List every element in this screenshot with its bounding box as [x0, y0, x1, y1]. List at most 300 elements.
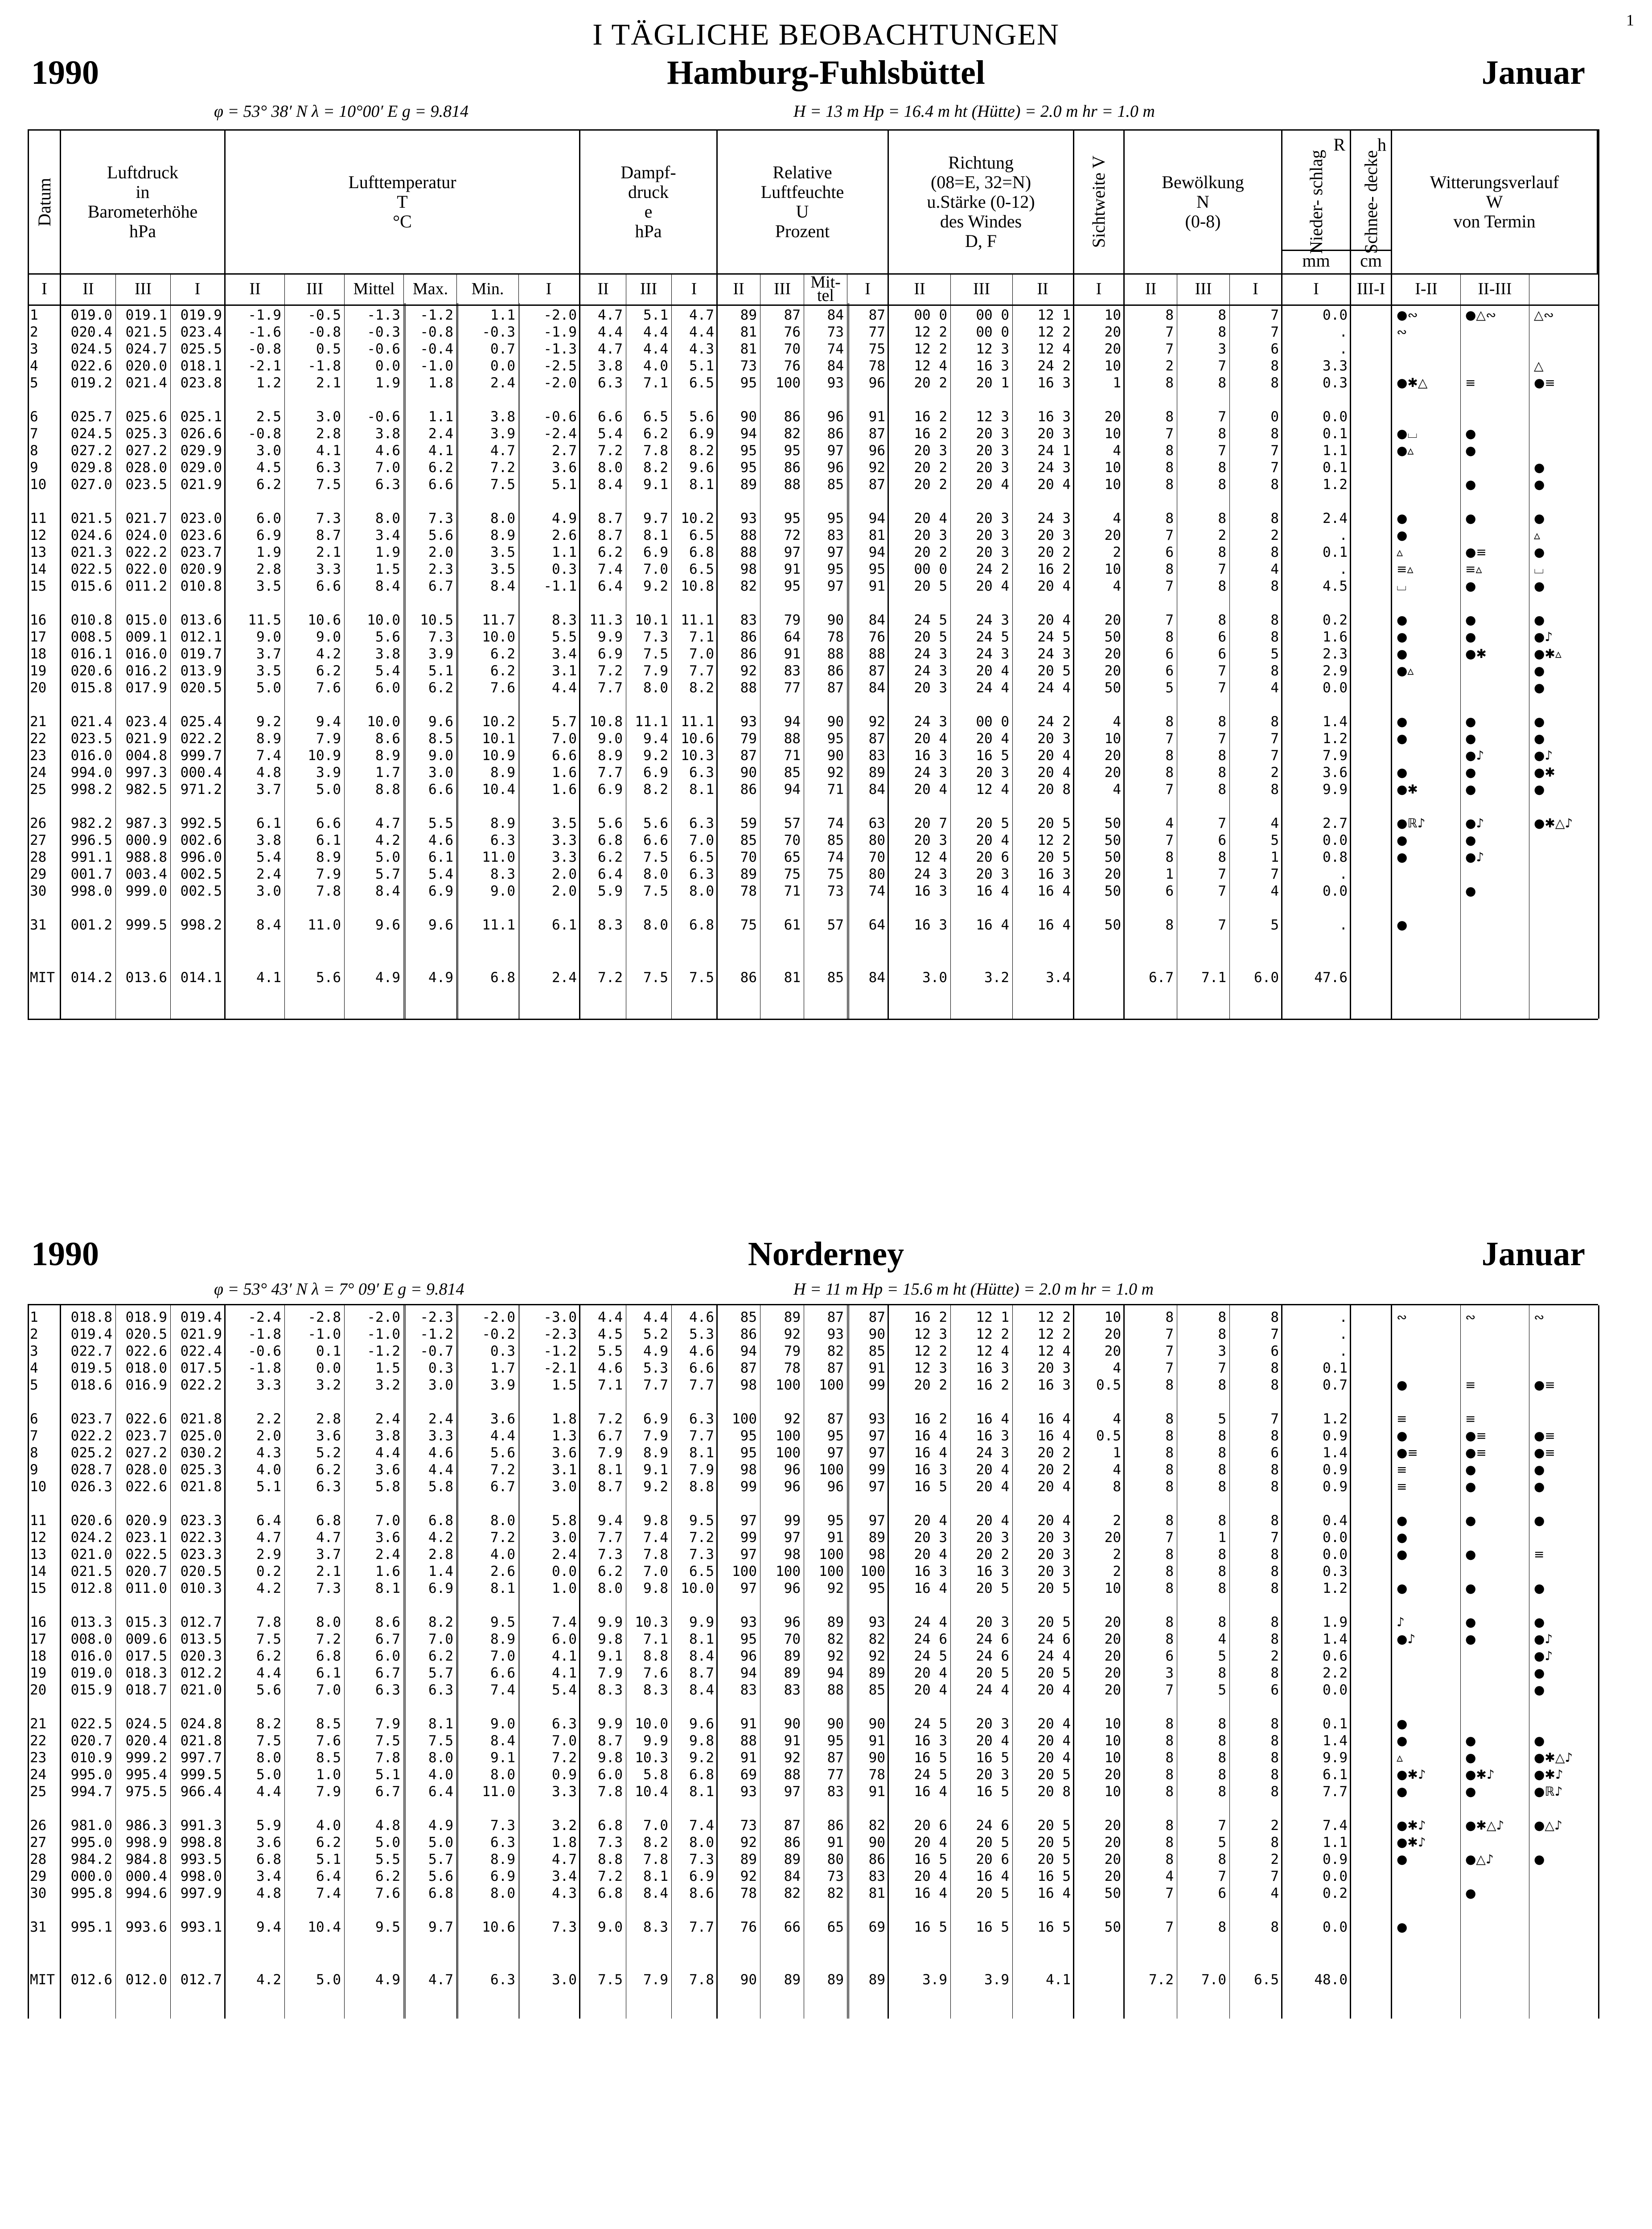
cell: 6.3 [598, 375, 623, 391]
table-row [29, 731, 1598, 746]
cell: 8 [1270, 612, 1279, 628]
header-vertical: Schnee- decke [1360, 150, 1381, 254]
cell: 24 5 [914, 1648, 947, 1664]
cell: 5 [1218, 1411, 1226, 1427]
cell: 20 5 [976, 1665, 1009, 1681]
cell: 8 [1165, 409, 1174, 425]
cell: ●▵ [1397, 443, 1414, 458]
cell: -2.1 [543, 1360, 577, 1376]
cell: 0.9 [1323, 1851, 1348, 1867]
cell: 9.2 [643, 1479, 668, 1495]
cell: 995.0 [70, 1767, 112, 1783]
cell: 6.6 [316, 578, 341, 594]
cell: 100 [819, 1546, 844, 1563]
cell: 78 [868, 1767, 885, 1783]
cell: 8 [1270, 477, 1279, 493]
cell: 4.3 [552, 1885, 577, 1901]
cell: 7.0 [428, 1631, 453, 1647]
cell: 73 [740, 1818, 757, 1834]
cell: 1.2 [256, 375, 281, 391]
cell: 3.9 [984, 1972, 1009, 1988]
cell: 8.4 [689, 1682, 714, 1698]
cell: 92 [740, 663, 757, 679]
cell: ●♪ [1465, 748, 1484, 763]
cell: 022.6 [125, 1343, 167, 1359]
cell: 76 [868, 629, 885, 645]
cell: 008.5 [70, 629, 112, 645]
cell: 982.5 [125, 781, 167, 798]
cell: 16 5 [914, 1851, 947, 1867]
cell: 6.3 [689, 815, 714, 831]
cell: 76 [784, 324, 801, 340]
cell: 24 3 [976, 646, 1009, 662]
cell: 018.3 [125, 1665, 167, 1681]
cell: 16 [30, 612, 47, 628]
cell: 4.2 [428, 1530, 453, 1546]
cell: 0.0 [1323, 1919, 1348, 1935]
cell: 2.1 [316, 375, 341, 391]
cell: 9.6 [428, 917, 453, 933]
cell: ●✱♪ [1397, 1767, 1426, 1782]
cell: 971.2 [180, 781, 222, 798]
cell: 5.1 [316, 1851, 341, 1867]
cell: 993.1 [180, 1919, 222, 1935]
cell: 8 [1165, 714, 1174, 730]
cell: 11.1 [635, 714, 668, 730]
cell: 8.6 [689, 1885, 714, 1901]
cell: 2.0 [256, 1428, 281, 1444]
cell: 7.5 [643, 646, 668, 662]
cell: 8 [1270, 663, 1279, 679]
cell: 5.0 [375, 849, 400, 865]
cell: 78 [740, 883, 757, 899]
cell: 74 [827, 815, 844, 831]
cell: 4 [30, 1360, 38, 1376]
cell: ●♪ [1465, 850, 1484, 864]
cell: 85 [740, 832, 757, 848]
cell: 90 [740, 409, 757, 425]
cell: 89 [827, 1972, 844, 1988]
table-header [28, 129, 1599, 306]
cell: ● [1465, 613, 1476, 627]
cell: 3.8 [375, 426, 400, 442]
cell: 92 [868, 714, 885, 730]
cell: 97 [868, 1428, 885, 1444]
cell: 24 3 [914, 765, 947, 781]
cell: 4.7 [598, 307, 623, 323]
cell: 8 [1165, 1428, 1174, 1444]
cell: 6.2 [490, 646, 515, 662]
cell: 3.2 [375, 1377, 400, 1393]
cell: ● [1534, 1513, 1545, 1528]
cell: 6.9 [643, 765, 668, 781]
cell: 9.1 [598, 1648, 623, 1664]
cell: 024.8 [180, 1716, 222, 1732]
cell: 7 [1270, 1326, 1279, 1342]
cell: 16 4 [1037, 1411, 1071, 1427]
cell: 5.9 [256, 1818, 281, 1834]
cell: 20 3 [976, 866, 1009, 882]
cell: 8 [1218, 1377, 1226, 1393]
table-row [29, 477, 1598, 492]
cell: 87 [868, 307, 885, 323]
cell: 3.1 [552, 663, 577, 679]
cell: 020.6 [70, 663, 112, 679]
cell: 8.1 [643, 527, 668, 543]
cell: 1.8 [428, 375, 453, 391]
cell: 70 [784, 832, 801, 848]
cell: 6.5 [689, 1563, 714, 1579]
cell: 8 [1165, 1546, 1174, 1563]
cell: 20 2 [976, 1546, 1009, 1563]
cell: 92 [784, 1750, 801, 1766]
cell: 96 [868, 443, 885, 459]
cell: 20 4 [976, 1479, 1009, 1495]
cell: 20 4 [914, 1868, 947, 1884]
cell: 7.7 [643, 1377, 668, 1393]
cell: 79 [784, 612, 801, 628]
cell: 10 [1104, 1733, 1121, 1749]
cell: 88 [827, 646, 844, 662]
cell: 4.4 [643, 1309, 668, 1325]
cell: 20 4 [976, 1733, 1009, 1749]
cell: 1.4 [1323, 1445, 1348, 1461]
cell: ▵ [1397, 1750, 1403, 1765]
cell: 24 2 [976, 561, 1009, 577]
cell: -2.0 [367, 1309, 400, 1325]
cell: 8.3 [598, 1682, 623, 1698]
cell: 3 [30, 341, 38, 357]
cell: 010.8 [70, 612, 112, 628]
subheader-1: II [61, 275, 116, 303]
cell: 11.1 [681, 714, 714, 730]
cell: . [1339, 527, 1348, 543]
cell: 19 [30, 1665, 47, 1681]
cell: -1.9 [543, 324, 577, 340]
cell: 4.4 [375, 1445, 400, 1461]
cell: 64 [868, 917, 885, 933]
cell: 3.5 [256, 578, 281, 594]
cell: ● [1465, 1462, 1476, 1477]
cell: 50 [1104, 815, 1121, 831]
cell: 7.5 [428, 1733, 453, 1749]
cell: 8.3 [490, 866, 515, 882]
cell: 5.2 [316, 1445, 341, 1461]
cell: 20 5 [1037, 1767, 1071, 1783]
cell: 6.1 [256, 815, 281, 831]
cell: 91 [868, 1784, 885, 1800]
cell: 7.9 [643, 663, 668, 679]
cell: 2.0 [428, 544, 453, 560]
cell: 5.7 [428, 1851, 453, 1867]
cell: -0.7 [420, 1343, 453, 1359]
cell: 16 4 [1037, 917, 1071, 933]
cell: 70 [740, 849, 757, 865]
table-row [29, 1564, 1598, 1579]
cell: 8 [1218, 1784, 1226, 1800]
cell: ● [1397, 1784, 1408, 1799]
cell: 24 [30, 765, 47, 781]
cell: 0.0 [1323, 409, 1348, 425]
cell: 6.8 [428, 1513, 453, 1529]
cell: 20 5 [1037, 849, 1071, 865]
cell: 023.7 [180, 544, 222, 560]
cell: ● [1397, 1513, 1408, 1528]
station-coords-1: φ = 53° 38′ N λ = 10°00′ E g = 9.814 [214, 102, 468, 121]
cell: 16 3 [1037, 409, 1071, 425]
cell: 8.7 [598, 1733, 623, 1749]
cell: 24 4 [1037, 680, 1071, 696]
cell: 0.7 [490, 341, 515, 357]
cell: 8.7 [598, 1479, 623, 1495]
cell: 7.7 [1323, 1784, 1348, 1800]
cell: 6.8 [689, 917, 714, 933]
cell: 9.1 [490, 1750, 515, 1766]
cell: 97 [827, 443, 844, 459]
cell: 9.9 [689, 1614, 714, 1630]
cell: 0.2 [256, 1563, 281, 1579]
cell: 025.3 [125, 426, 167, 442]
cell: 20 2 [914, 375, 947, 391]
cell: 027.2 [70, 443, 112, 459]
cell: 5.0 [316, 1972, 341, 1988]
cell: 4.5 [256, 460, 281, 476]
cell: 4.7 [598, 341, 623, 357]
cell: 999.5 [125, 917, 167, 933]
cell: 97 [784, 1784, 801, 1800]
cell: 3.9 [490, 1377, 515, 1393]
cell: 94 [740, 1343, 757, 1359]
cell: 8 [1218, 1546, 1226, 1563]
cell: 66 [784, 1919, 801, 1935]
cell: ● [1465, 511, 1476, 526]
cell: 7.2 [689, 1530, 714, 1546]
cell: 10 [1104, 731, 1121, 747]
cell: 16 5 [976, 1750, 1009, 1766]
cell: 028.0 [125, 460, 167, 476]
cell: 3.0 [256, 443, 281, 459]
header-line: Dampf- [621, 162, 676, 182]
cell: 0.4 [1323, 1513, 1348, 1529]
cell: 4 [1113, 1411, 1121, 1427]
cell: 23 [30, 748, 47, 764]
cell: 4.2 [256, 1580, 281, 1596]
cell: ● [1534, 1581, 1545, 1596]
cell: 012.0 [125, 1972, 167, 1988]
cell: 8 [1270, 1614, 1279, 1630]
cell: 24 2 [1037, 714, 1071, 730]
subheader-15: Mit- tel [804, 275, 847, 303]
subheader-12: I [672, 275, 718, 303]
cell: 015.3 [125, 1614, 167, 1630]
cell: 5.6 [428, 527, 453, 543]
cell: 100 [819, 1377, 844, 1393]
cell: 11 [30, 510, 47, 526]
cell: 027.0 [70, 477, 112, 493]
header-line: des Windes [940, 211, 1022, 231]
cell: 7 [1165, 612, 1174, 628]
cell: 96 [784, 1479, 801, 1495]
cell: 8.9 [375, 748, 400, 764]
cell: 5.1 [256, 1479, 281, 1495]
subheader-7: Max. [404, 275, 457, 303]
cell: 984.8 [125, 1851, 167, 1867]
cell: 96 [868, 375, 885, 391]
cell: 97 [868, 1513, 885, 1529]
cell: ● [1465, 1615, 1476, 1629]
cell: 86 [740, 646, 757, 662]
cell: 00 0 [976, 307, 1009, 323]
cell: 5 [1218, 1648, 1226, 1664]
cell: 6.8 [428, 1885, 453, 1901]
cell: 81 [868, 527, 885, 543]
cell: 023.5 [125, 477, 167, 493]
cell: 8.2 [689, 443, 714, 459]
cell: 7.7 [598, 1530, 623, 1546]
cell: 7 [1270, 307, 1279, 323]
cell: 84 [868, 970, 885, 986]
cell: 999.0 [125, 883, 167, 899]
cell: ● [1534, 714, 1545, 729]
cell: 8.0 [689, 1834, 714, 1851]
cell: ▵ [1534, 528, 1541, 543]
cell: 998.9 [125, 1834, 167, 1851]
cell: 6.1 [552, 917, 577, 933]
cell: 3.0 [428, 765, 453, 781]
cell: 7.3 [552, 1919, 577, 1935]
cell: 20 2 [914, 460, 947, 476]
cell: 1 [1218, 1530, 1226, 1546]
cell: 022.2 [180, 731, 222, 747]
cell: 8 [1218, 1445, 1226, 1461]
cell: 85 [827, 970, 844, 986]
cell: 8.0 [428, 1750, 453, 1766]
cell: 7.5 [490, 477, 515, 493]
cell: 4.0 [256, 1462, 281, 1478]
cell: 91 [868, 1360, 885, 1376]
cell: 021.5 [70, 1563, 112, 1579]
cell: 20 [1104, 765, 1121, 781]
cell: 6.4 [598, 578, 623, 594]
cell: 20 [1104, 1851, 1121, 1867]
cell: 993.5 [180, 1851, 222, 1867]
cell: ● [1534, 1462, 1545, 1477]
cell: 4.1 [316, 443, 341, 459]
cell: 94 [784, 781, 801, 798]
cell: 8.0 [490, 1767, 515, 1783]
cell: ●✱▵ [1534, 646, 1562, 661]
cell: 0.9 [1323, 1462, 1348, 1478]
cell: 98 [740, 1377, 757, 1393]
cell: 20 [1104, 1326, 1121, 1342]
cell: ●✱♪ [1397, 1835, 1426, 1850]
cell: 013.6 [180, 612, 222, 628]
cell: 8 [1270, 1309, 1279, 1325]
cell: ●✱♪ [1465, 1767, 1495, 1782]
cell: -2.4 [543, 426, 577, 442]
cell: 81 [868, 1885, 885, 1901]
table-row [29, 1327, 1598, 1342]
cell: 8 [1270, 1750, 1279, 1766]
cell: 7 [1218, 1360, 1226, 1376]
subheader-8: Min. [457, 275, 519, 303]
table-row [29, 833, 1598, 848]
cell: 9.2 [643, 748, 668, 764]
cell: 97 [868, 1479, 885, 1495]
cell: 8.6 [375, 731, 400, 747]
cell: 6.8 [598, 832, 623, 848]
subheader-13: II [717, 275, 760, 303]
cell: 7.5 [689, 970, 714, 986]
cell: 85 [740, 1309, 757, 1325]
cell: 8 [1218, 781, 1226, 798]
cell: 87 [868, 1309, 885, 1325]
header-line: T [397, 192, 408, 212]
cell: 13 [30, 1546, 47, 1563]
cell: 2.2 [256, 1411, 281, 1427]
cell: 6.3 [490, 832, 515, 848]
cell: 0.0 [1323, 307, 1348, 323]
cell: 4 [1113, 1462, 1121, 1478]
cell: 7 [1218, 1868, 1226, 1884]
header-unit: cm [1351, 250, 1391, 271]
cell: 7.4 [490, 1682, 515, 1698]
header-line: Witterungsverlauf [1430, 172, 1559, 192]
cell: 021.5 [70, 510, 112, 526]
cell: 8 [1218, 1309, 1226, 1325]
cell: ● [1534, 613, 1545, 627]
cell: 021.0 [180, 1682, 222, 1698]
cell: 5.5 [552, 629, 577, 645]
cell: 5 [1218, 1682, 1226, 1698]
cell: 3.0 [256, 883, 281, 899]
cell: 001.2 [70, 917, 112, 933]
cell: 8 [1270, 1716, 1279, 1732]
cell: 000.4 [180, 765, 222, 781]
table-row [29, 680, 1598, 695]
cell: 00 0 [976, 714, 1009, 730]
cell: 6.6 [490, 1665, 515, 1681]
cell: 10.0 [367, 714, 400, 730]
cell: 0.5 [1096, 1377, 1121, 1393]
cell: 21 [30, 714, 47, 730]
cell: 87 [868, 426, 885, 442]
cell: 3.5 [490, 544, 515, 560]
cell: 5.6 [643, 815, 668, 831]
cell: 9.8 [643, 1580, 668, 1596]
cell: ∾ [1534, 1310, 1545, 1324]
cell: 012.2 [180, 1665, 222, 1681]
cell: -0.6 [248, 1343, 281, 1359]
cell: ● [1534, 1733, 1545, 1748]
cell: 9.1 [643, 477, 668, 493]
cell: 3.9 [428, 646, 453, 662]
cell: 8 [1218, 460, 1226, 476]
cell: . [1339, 1326, 1348, 1342]
cell: 20 5 [976, 815, 1009, 831]
cell: 95 [827, 1733, 844, 1749]
cell: 63 [868, 815, 885, 831]
cell: 71 [827, 781, 844, 798]
cell: 9.9 [1323, 781, 1348, 798]
cell: 013.5 [180, 1631, 222, 1647]
cell: 8 [1165, 510, 1174, 526]
cell: 1.1 [490, 307, 515, 323]
cell: 10.1 [635, 612, 668, 628]
cell: ● [1465, 1632, 1476, 1646]
cell: 8 [1165, 1479, 1174, 1495]
cell: 97 [740, 1546, 757, 1563]
